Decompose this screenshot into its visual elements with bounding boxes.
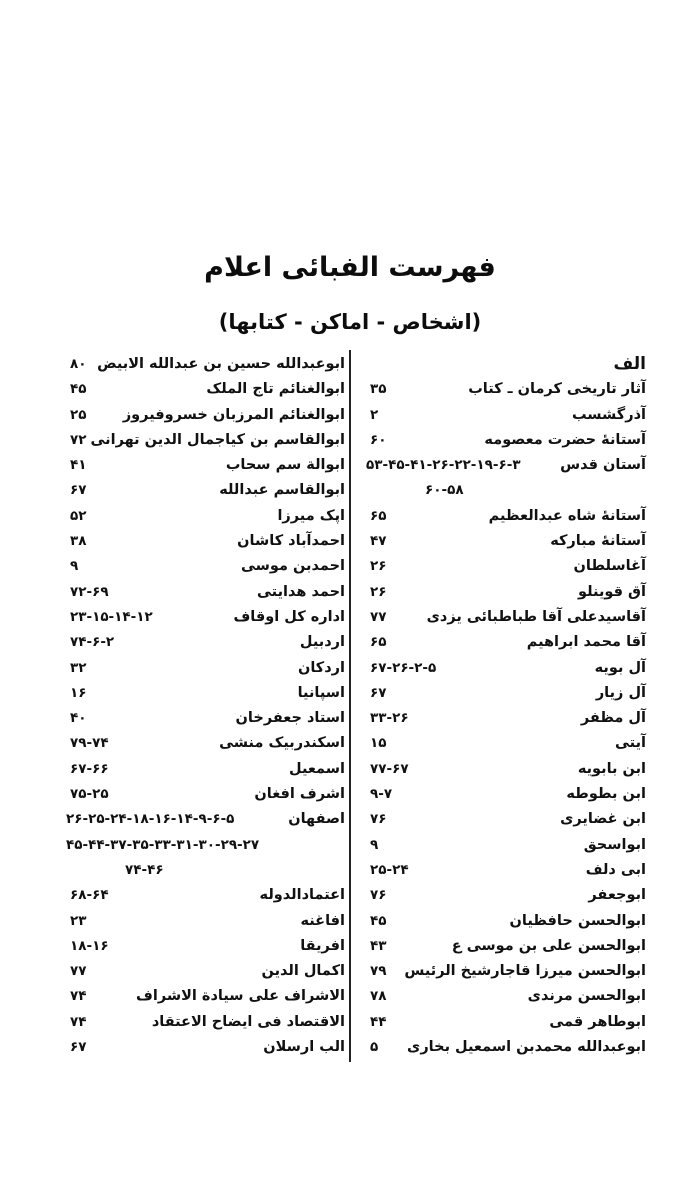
index-entry [370, 580, 646, 605]
entry-pages: ۴۰ [70, 710, 87, 727]
entry-name: اردکان [297, 659, 345, 676]
entry-pages: ۹ [70, 558, 79, 575]
index-column-left [66, 352, 345, 1060]
entry-name: ابوالقاسم عبدالله [219, 482, 345, 499]
entry-pages: ۵ [370, 1039, 379, 1056]
entry-name: ابن بابویه [577, 760, 646, 777]
entry-pages: ۸۰ [70, 356, 87, 372]
entry-pages: ۷۴ [70, 988, 87, 1005]
entry-name: اشرف افغان [254, 786, 345, 803]
index-entry [70, 959, 345, 984]
entry-pages: ۶۷-۶۶ [70, 760, 109, 777]
entry-pages: ۱۸-۱۶ [70, 937, 109, 954]
index-entry-continuation [66, 833, 345, 858]
index-entry [70, 984, 345, 1009]
index-entry [70, 504, 345, 529]
index-entry [370, 706, 646, 731]
entry-pages: ۷۷-۶۷ [370, 760, 409, 777]
entry-pages: ۲۶ [370, 558, 387, 575]
section-heading [370, 352, 646, 377]
entry-pages: ۳۸ [70, 533, 87, 550]
entry-pages: ۳۵ [370, 381, 387, 398]
entry-pages: ۳۳-۲۶ [370, 710, 409, 727]
index-entry [70, 529, 345, 554]
index-entry [70, 478, 345, 503]
entry-name: ابوطاهر قمی [549, 1013, 646, 1030]
entry-name: احمدبن موسی [240, 558, 345, 575]
entry-pages: ۵۳-۴۵-۴۱-۲۶-۲۲-۱۹-۶-۳ [366, 457, 521, 474]
entry-pages: ۷۴ [70, 1013, 87, 1030]
index-entry [70, 656, 345, 681]
index-entry [370, 934, 646, 959]
entry-name: اسمعیل [289, 760, 345, 777]
entry-name: اعتمادالدوله [259, 887, 345, 904]
entry-pages: ۶۷ [370, 684, 387, 701]
index-entry [370, 731, 646, 756]
index-entry [70, 630, 345, 655]
index-entry [70, 554, 345, 579]
index-entry [370, 959, 646, 984]
index-entry [70, 403, 345, 428]
entry-name: ابوالة سم سحاب [225, 457, 345, 474]
entry-pages: ۳۲ [70, 659, 87, 676]
entry-pages: ۴۴ [370, 1013, 387, 1030]
entry-pages: ۷۴-۴۶ [125, 861, 164, 878]
entry-pages: ۴۱ [70, 457, 87, 474]
index-entry [370, 377, 646, 402]
index-entry [370, 1035, 646, 1060]
entry-pages: ۶۰-۵۸ [425, 482, 464, 499]
index-entry [70, 883, 345, 908]
entry-name: ابی دلف [585, 861, 646, 878]
entry-pages: ۶۷ [70, 1039, 87, 1056]
entry-pages: ۴۵-۴۴-۳۷-۳۵-۳۳-۳۱-۳۰-۲۹-۲۷ [66, 836, 260, 853]
entry-pages: ۴۳ [370, 937, 387, 954]
entry-pages: ۲۵ [70, 406, 87, 423]
entry-pages: ۵۲ [70, 507, 87, 524]
index-entry [70, 428, 345, 453]
index-entry [370, 630, 646, 655]
entry-pages: ۷۶ [370, 811, 387, 828]
entry-pages: ۲۵-۲۴ [370, 861, 409, 878]
entry-name: آل مظفر [580, 710, 646, 727]
entry-name: ابوعبدالله حسین بن عبدالله الابیض [97, 356, 345, 372]
entry-pages: ۶۸-۶۴ [70, 887, 109, 904]
entry-name: ابوالحسن حافظیان [509, 912, 646, 929]
entry-name: اسکندربیک منشی [219, 735, 345, 752]
index-entry [370, 554, 646, 579]
entry-name: الاشراف علی سیادة الاشراف [136, 988, 345, 1005]
entry-pages: ۷۷ [370, 608, 387, 625]
entry-name: اداره کل اوقاف [233, 608, 345, 625]
entry-pages: ۹-۷ [370, 786, 393, 803]
entry-name: احمد هدایتی [257, 583, 345, 600]
entry-name: افریقا [300, 937, 345, 954]
index-entry [370, 681, 646, 706]
page-subtitle: (اشخاص - اماکن - کتابها) [218, 310, 482, 334]
index-entry-continuation [370, 478, 646, 503]
index-entry [70, 706, 345, 731]
entry-pages: ۷۹ [370, 963, 387, 980]
entry-name: آل بویه [594, 659, 646, 676]
entry-pages: ۱۵ [370, 735, 387, 752]
entry-name: ابوعبدالله محمدبن اسمعیل بخاری [407, 1039, 646, 1056]
entry-name: اکمال الدین [261, 963, 345, 980]
index-entry [370, 858, 646, 883]
index-entry [70, 731, 345, 756]
index-entry-continuation [70, 858, 345, 883]
entry-pages: ۷۲ [70, 431, 87, 448]
index-entry [70, 453, 345, 478]
entry-pages: ۷۲-۶۹ [70, 583, 109, 600]
entry-name: آستانۀ شاه عبدالعظیم [488, 507, 646, 524]
entry-name: ابن بطوطه [566, 786, 646, 803]
page-title: فهرست الفبائی اعلام [204, 252, 496, 283]
entry-name: آقاسیدعلی آقا طباطبائی یزدی [426, 608, 646, 625]
entry-pages: ۲۶ [370, 583, 387, 600]
entry-pages: ۶۷ [70, 482, 87, 499]
index-entry [370, 656, 646, 681]
index-entry [370, 782, 646, 807]
entry-name: احمدآباد کاشان [237, 533, 345, 550]
entry-pages: ۶۰ [370, 431, 387, 448]
index-entry [70, 757, 345, 782]
entry-name: آستانۀ حضرت معصومه [484, 431, 646, 448]
entry-name: آقا محمد ابراهیم [526, 634, 646, 651]
entry-name: اصفهان [288, 811, 345, 828]
entry-pages: ۱۶ [70, 684, 87, 701]
index-entry [70, 681, 345, 706]
index-entry [370, 403, 646, 428]
index-column-right [366, 352, 646, 1060]
section-letter: الف [613, 354, 646, 374]
entry-pages: ۷۴-۶-۲ [70, 634, 115, 651]
entry-name: الاقتصاد فی ایضاح الاعتقاد [151, 1013, 345, 1030]
entry-name: افاغنه [300, 912, 345, 929]
column-divider [349, 350, 351, 1062]
entry-pages: ۷۷ [70, 963, 87, 980]
index-entry [370, 883, 646, 908]
index-entry [370, 807, 646, 832]
entry-name: اپک میرزا [277, 507, 345, 524]
entry-name: ابوالغنائم تاج الملک [206, 381, 345, 398]
entry-pages: ۷۵-۲۵ [70, 786, 109, 803]
entry-pages: ۷۶ [370, 887, 387, 904]
entry-pages: ۶۵ [370, 634, 387, 651]
index-entry [370, 909, 646, 934]
index-entry [370, 529, 646, 554]
entry-name: ابوالحسن مرندی [527, 988, 646, 1005]
entry-pages: ۲ [370, 406, 379, 423]
entry-name: ابوجعفر [588, 887, 646, 904]
entry-pages: ۲۶-۲۵-۲۴-۱۸-۱۶-۱۴-۹-۶-۵ [66, 811, 235, 828]
index-entry [70, 909, 345, 934]
entry-pages: ۲۳ [70, 912, 87, 929]
entry-name: آستان قدس [560, 457, 646, 474]
entry-pages: ۴۵ [70, 381, 87, 398]
entry-name: ابن غضایری [560, 811, 646, 828]
index-entry [366, 453, 646, 478]
index-entry [370, 984, 646, 1009]
entry-name: آغاسلطان [573, 558, 646, 575]
entry-name: استاد جعفرخان [235, 710, 345, 727]
entry-name: الب ارسلان [263, 1039, 345, 1056]
index-entry [70, 1010, 345, 1035]
entry-pages: ۷۸ [370, 988, 387, 1005]
index-entry [370, 833, 646, 858]
entry-name: اسپانیا [297, 684, 345, 701]
entry-name: اردبیل [299, 634, 345, 651]
entry-name: ابوالقاسم بن کیاجمال الدین تهرانی [90, 431, 345, 448]
entry-pages: ۶۷-۲۶-۲-۵ [370, 659, 437, 676]
entry-name: آق قوینلو [578, 583, 646, 600]
index-entry [66, 807, 345, 832]
entry-name: آذرگشسب [571, 406, 646, 423]
index-entry [70, 934, 345, 959]
entry-pages: ۷۹-۷۴ [70, 735, 109, 752]
entry-pages: ۲۳-۱۵-۱۴-۱۲ [70, 608, 153, 625]
index-entry [70, 605, 345, 630]
entry-name: ابواسحق [583, 836, 646, 853]
index-entry [70, 782, 345, 807]
index-entry [370, 757, 646, 782]
index-entry [70, 377, 345, 402]
entry-name: آستانۀ مبارکه [550, 533, 646, 550]
index-entry [70, 580, 345, 605]
entry-name: آیتی [614, 735, 646, 752]
entry-name: آل زیار [595, 684, 646, 701]
index-entry [70, 352, 345, 377]
index-entry [370, 428, 646, 453]
entry-pages: ۴۷ [370, 533, 387, 550]
entry-name: آثار تاریخی کرمان ـ کتاب [468, 381, 646, 398]
entry-pages: ۶۵ [370, 507, 387, 524]
index-entry [70, 1035, 345, 1060]
entry-pages: ۴۵ [370, 912, 387, 929]
index-entry [370, 605, 646, 630]
entry-pages: ۹ [370, 836, 379, 853]
entry-name: ابوالحسن علی بن موسی ع [451, 937, 646, 954]
entry-name: ابوالغنائم المرزبان خسروفیروز [122, 406, 345, 423]
index-entry [370, 504, 646, 529]
index-entry [370, 1010, 646, 1035]
entry-name: ابوالحسن میرزا قاجارشیخ الرئیس [404, 963, 646, 980]
